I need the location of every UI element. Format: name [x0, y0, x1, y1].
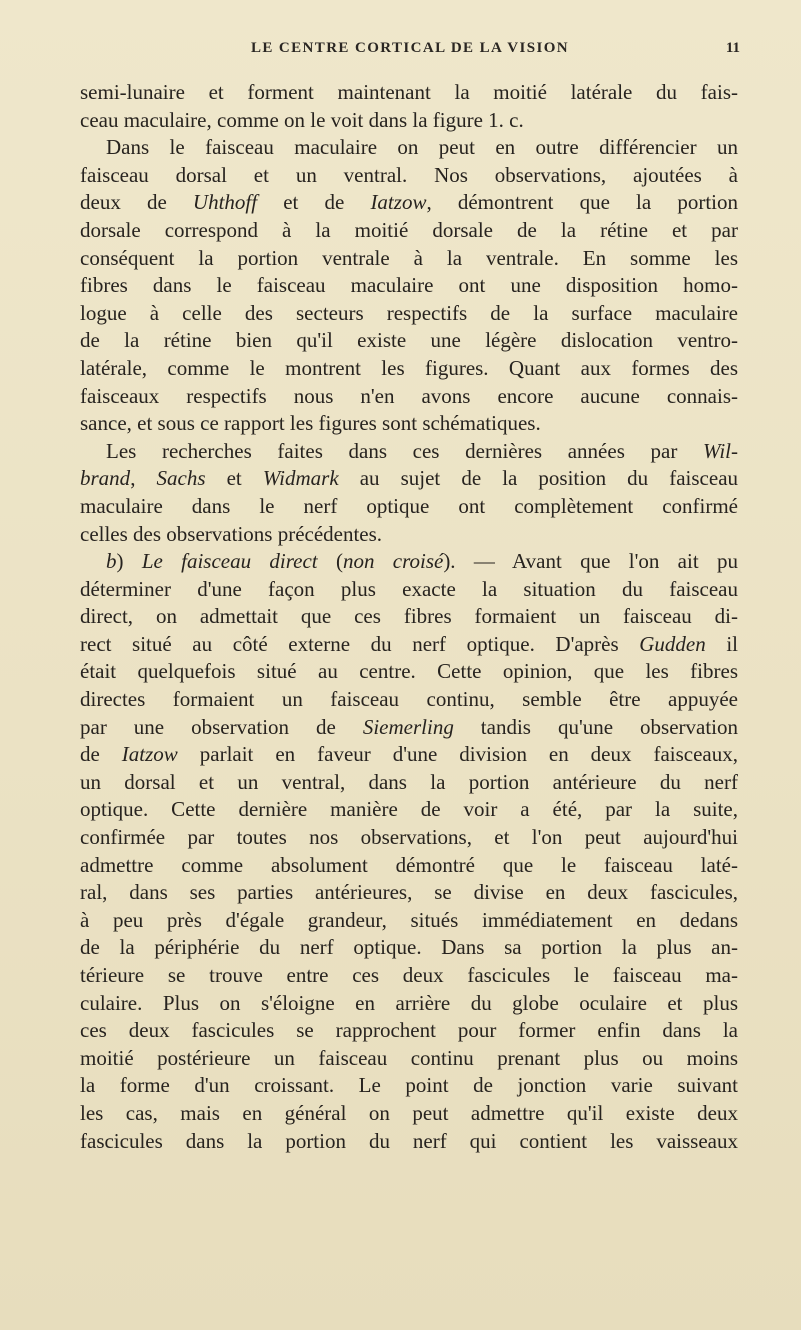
text-line: culaire. Plus on s'éloigne en arrière du globe oculaire et plus	[80, 990, 738, 1015]
text-line	[80, 631, 738, 659]
text-line	[80, 465, 738, 493]
text-run: parlait en faveur d'une division en deux faisceaux,	[177, 742, 738, 767]
text-run: (	[317, 549, 343, 574]
author-name: Gudden	[639, 631, 706, 656]
text-run: Les recherches faites dans ces dernières années par	[106, 438, 703, 463]
text-line: ral, dans ses parties antérieures, se divise en deux fascicules,	[80, 880, 738, 905]
text-line	[80, 548, 738, 576]
text-line	[80, 714, 738, 742]
text-line: était quelquefois situé au centre. Cette opinion, que les fibres	[80, 659, 738, 684]
text-line: logue à celle des secteurs respectifs de la surface maculaire	[80, 300, 738, 325]
section-marker: b	[106, 549, 117, 574]
text-run: et de	[257, 190, 371, 215]
body-text	[80, 79, 738, 1155]
text-line: sance, et sous ce rapport les figures sont schématiques.	[80, 411, 541, 436]
text-line: fibres dans le faisceau maculaire ont une disposition homo-	[80, 273, 738, 298]
author-name: Uhthoff	[192, 190, 258, 215]
text-line: dorsale correspond à la moitié dorsale de la rétine et par	[80, 217, 738, 242]
page-header	[80, 40, 740, 64]
text-line: faisceaux respectifs nous n'en avons encore aucune connais-	[80, 383, 738, 408]
text-line: ceau maculaire, comme on le voit dans la figure 1. c.	[80, 107, 524, 132]
text-run: et	[205, 466, 263, 491]
text-line: un dorsal et un ventral, dans la portion antérieure du nerf	[80, 769, 738, 794]
text-run: rect situé au côté externe du nerf optique. D'après	[80, 631, 640, 656]
text-line: fascicules dans la portion du nerf qui contient les vaisseaux	[80, 1128, 738, 1153]
text-run: deux de	[80, 190, 193, 215]
author-name: Sachs	[156, 466, 206, 491]
section-heading: non croisé	[342, 549, 444, 574]
text-line: moitié postérieure un faisceau continu prenant plus ou moins	[80, 1045, 738, 1070]
author-name: Widmark	[262, 466, 339, 491]
page-number: 11	[725, 40, 740, 56]
author-name: brand	[80, 466, 131, 491]
text-line: faisceau dorsal et un ventral. Nos observations, ajoutées à	[80, 162, 738, 187]
text-line: direct, on admettait que ces fibres formaient un faisceau di-	[80, 604, 738, 629]
text-line	[80, 189, 738, 217]
text-run: ). — Avant que l'on ait pu	[443, 549, 738, 574]
text-line: térieure se trouve entre ces deux fascicules le faisceau ma-	[80, 963, 738, 987]
text-run: de	[80, 742, 122, 767]
text-line: à peu près d'égale grandeur, situés immédiatement en dedans	[80, 907, 738, 932]
text-line	[80, 438, 738, 466]
text-line: directes formaient un faisceau continu, semble être appuyée	[80, 687, 738, 712]
running-title: LE CENTRE CORTICAL DE LA VISION	[250, 40, 570, 56]
text-line: Dans le faisceau maculaire on peut en outre différencier un	[106, 135, 738, 160]
text-line: celles des observations précédentes.	[80, 521, 383, 546]
text-line: ces deux fascicules se rapprochent pour former enfin dans la	[80, 1018, 738, 1043]
text-line: admettre comme absolument démontré que le faisceau laté-	[80, 852, 738, 877]
text-run: , démontrent que la portion	[426, 190, 738, 215]
author-name: Siemerling	[362, 714, 454, 739]
text-line: de la périphérie du nerf optique. Dans sa portion la plus an-	[80, 935, 738, 960]
author-name: Iatzow	[370, 190, 427, 215]
text-line	[80, 741, 738, 769]
text-line: semi-lunaire et forment maintenant la moitié latérale du fais-	[80, 80, 738, 104]
text-run: au sujet de la position du faisceau	[338, 466, 738, 491]
author-name: Wil-	[703, 438, 738, 463]
text-line: déterminer d'une façon plus exacte la situation du faisceau	[80, 576, 738, 601]
text-run: )	[116, 549, 142, 574]
text-line: les cas, mais en général on peut admettre qu'il existe deux	[80, 1100, 738, 1125]
text-line: de la rétine bien qu'il existe une légère dislocation ventro-	[80, 328, 738, 353]
text-run: par une observation de	[80, 714, 363, 739]
text-run: ,	[130, 466, 157, 491]
text-line: maculaire dans le nerf optique ont complètement confirmé	[80, 493, 738, 518]
author-name: Iatzow	[121, 742, 178, 767]
text-run: tandis qu'une observation	[453, 714, 738, 739]
text-line: la forme d'un croissant. Le point de jonction varie suivant	[80, 1073, 738, 1098]
text-line: confirmée par toutes nos observations, et l'on peut aujourd'hui	[80, 825, 738, 850]
text-line: conséquent la portion ventrale à la ventrale. En somme les	[80, 245, 738, 270]
text-line: optique. Cette dernière manière de voir a été, par la suite,	[80, 797, 738, 822]
text-line: latérale, comme le montrent les figures. Quant aux formes des	[80, 355, 738, 380]
text-run: il	[705, 631, 738, 656]
section-heading: Le faisceau direct	[141, 549, 318, 574]
